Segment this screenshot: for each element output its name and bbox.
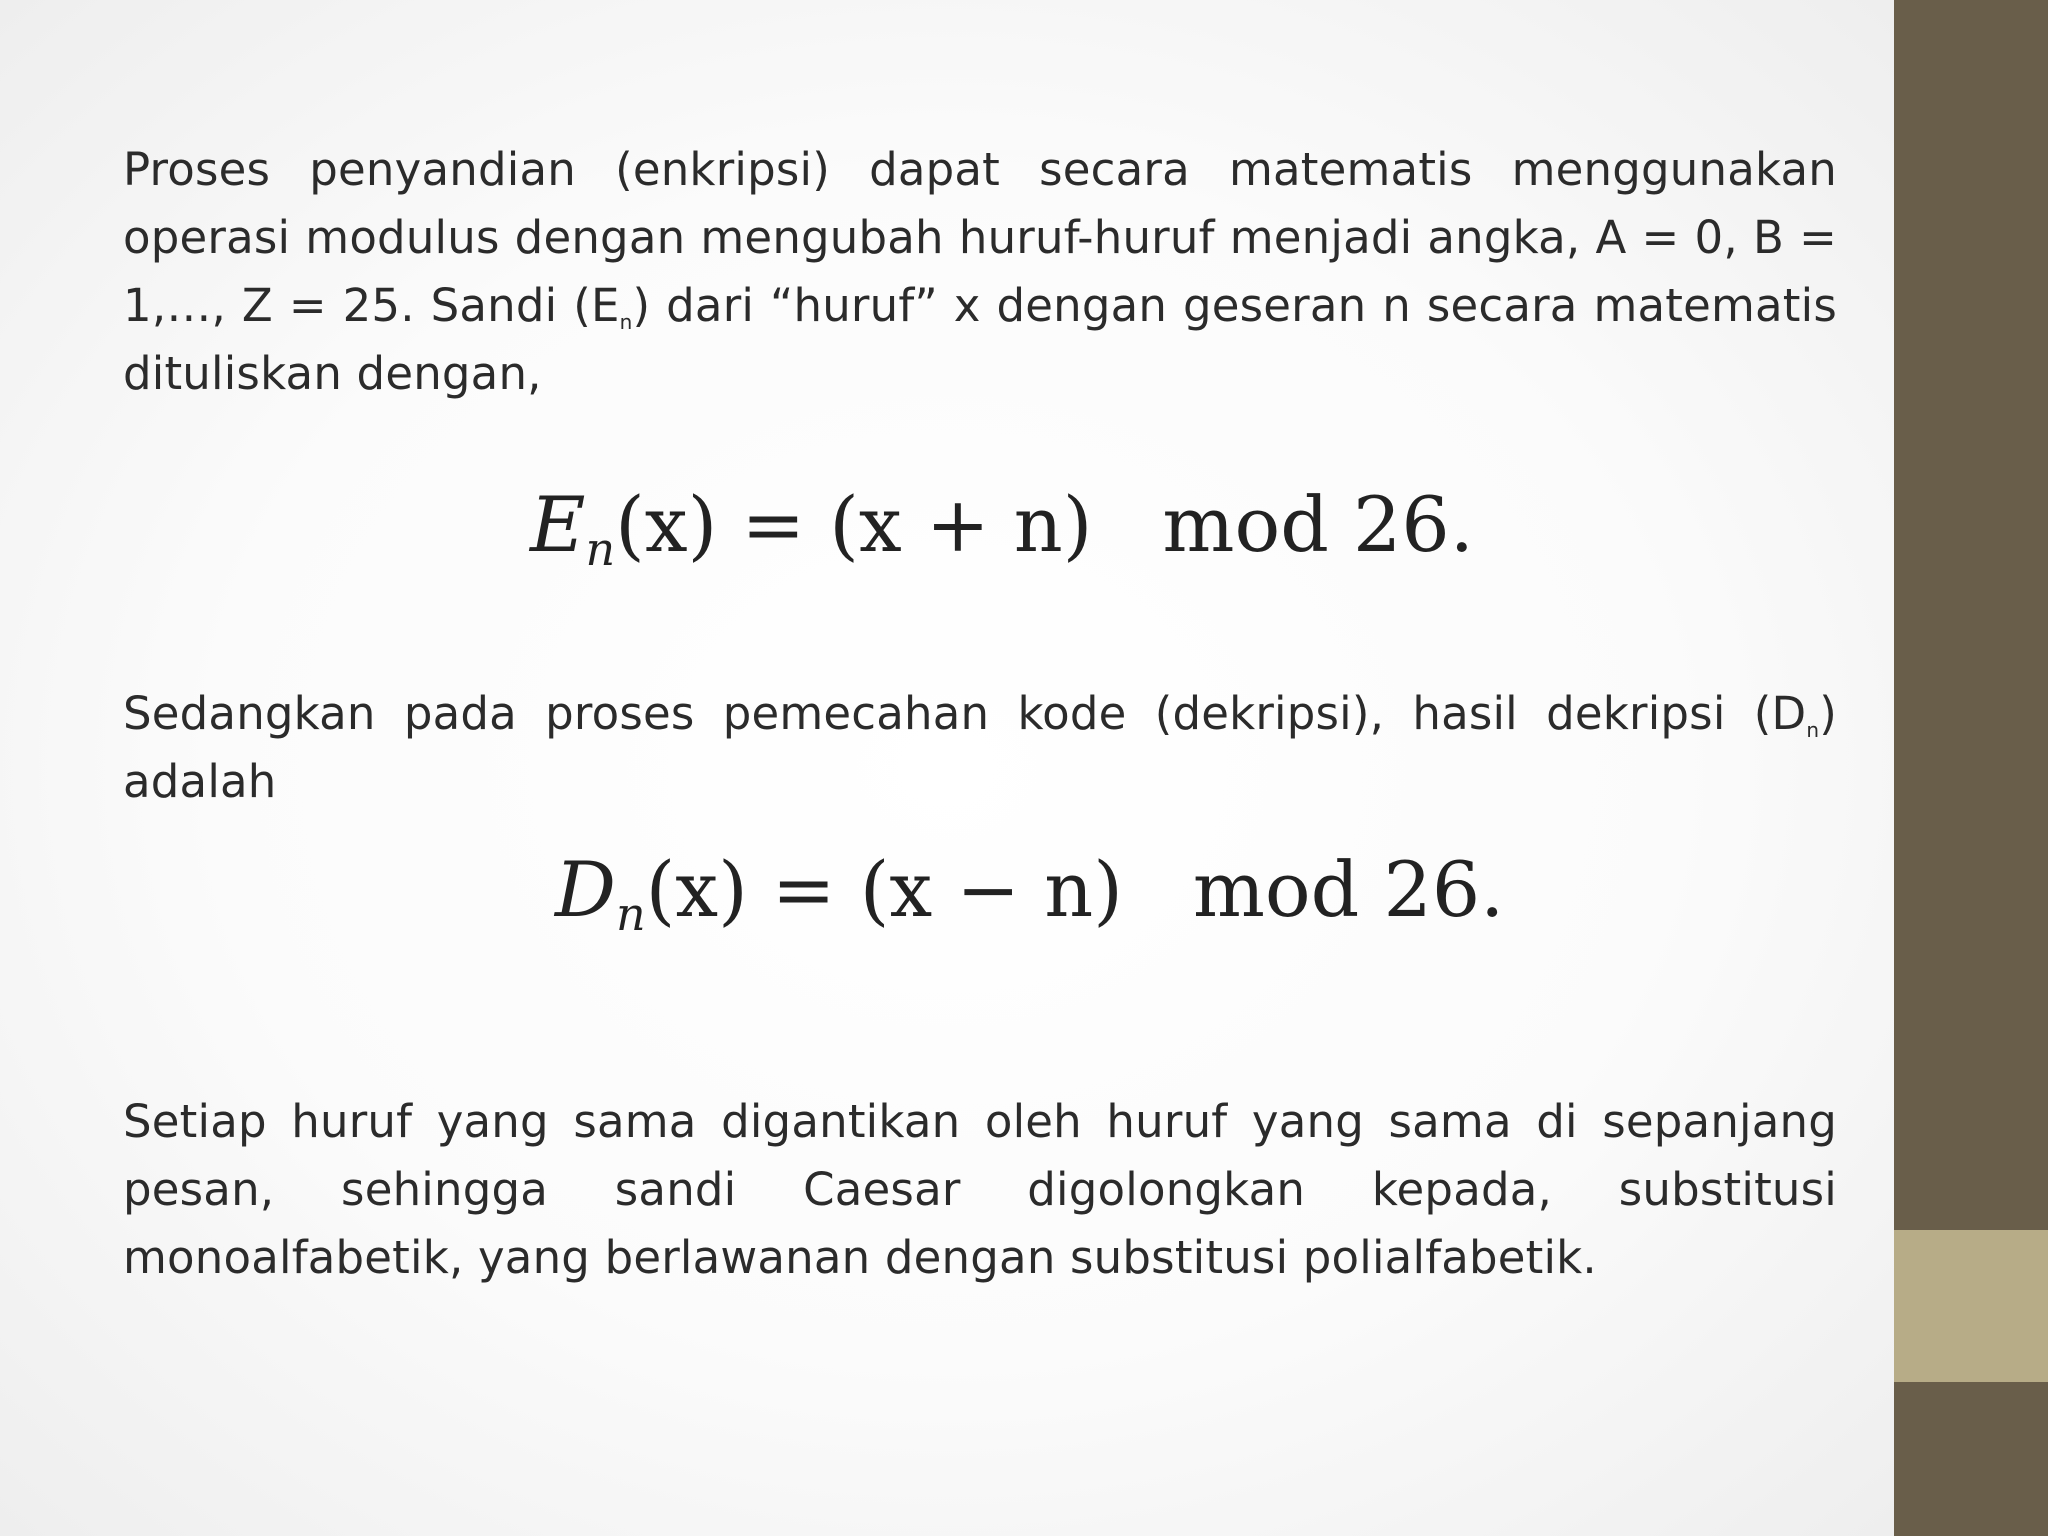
paragraph-encryption-text-end: ) dari “huruf” x dengan geseran n secara matematis dituliskan dengan, [123,279,1837,400]
formula-decryption-sub: n [615,887,646,941]
subscript-n: n [619,310,633,334]
formula-decryption-body: (x) = (x − n) [645,845,1123,934]
formula-encryption-mod: mod 26. [1162,480,1474,569]
paragraph-decryption-text: Sedangkan pada proses pemecahan kode (dekripsi), hasil dekripsi (D [123,687,1807,740]
formula-decryption [555,845,1505,941]
paragraph-substitution: Setiap huruf yang sama digantikan oleh huruf yang sama di sepanjang pesan, sehingga sandi Caesar digolongkan kepada, substitusi monoalfabetik, yang berlawanan dengan substitusi polialfabetik. [123,1095,1837,1284]
paragraph-encryption-text: Proses penyandian (enkripsi) dapat secara matematis menggunakan operasi modulus dengan mengubah huruf-huruf menjadi angka, A = 0, B = 1,…, Z = 25. Sandi (E [123,143,1837,332]
formula-encryption-body: (x) = (x + n) [615,480,1093,569]
formula-encryption [530,480,1474,576]
paragraph-decryption [123,680,1837,816]
subscript-n: n [1806,718,1820,742]
formula-encryption-fn: E [530,480,586,569]
paragraph-decryption-text-end: ) adalah [123,687,1837,808]
formula-decryption-mod: mod 26. [1192,845,1505,934]
sidebar-accent-band [1894,1230,2048,1382]
formula-encryption-sub: n [585,522,616,576]
formula-decryption-fn: D [555,845,616,934]
paragraph-encryption [123,136,1837,408]
